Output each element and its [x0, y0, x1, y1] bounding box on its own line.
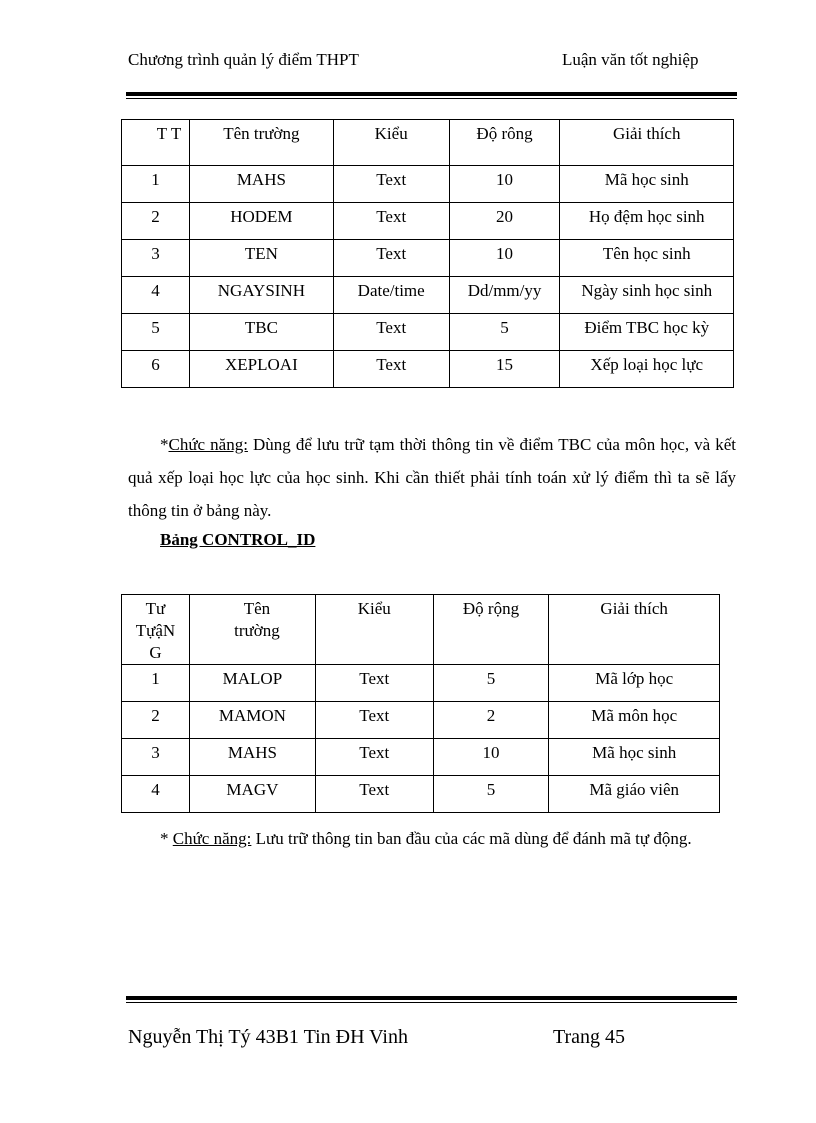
cell-field: HODEM — [189, 203, 333, 240]
cell-width: 10 — [449, 240, 560, 277]
header-cell-field: Tên trường — [189, 595, 315, 665]
cell-type: Text — [333, 203, 449, 240]
students-fields-table — [121, 119, 734, 388]
para1-label: Chức năng: — [168, 435, 248, 454]
cell-type: Text — [333, 166, 449, 203]
cell-width: Dd/mm/yy — [449, 277, 560, 314]
header-subtitle: Luận văn tốt nghiệp — [562, 50, 699, 69]
cell-desc: Điểm TBC học kỳ — [560, 314, 734, 351]
cell-field: XEPLOAI — [189, 351, 333, 388]
header-title: Chương trình quản lý điểm THPT — [128, 50, 359, 69]
cell-type: Text — [315, 739, 433, 776]
cell-type: Date/time — [333, 277, 449, 314]
table-row — [122, 702, 720, 739]
section-title: Bảng CONTROL_ID — [160, 530, 316, 549]
cell-type: Text — [315, 665, 433, 702]
cell-index: 5 — [122, 314, 190, 351]
cell-type: Text — [315, 776, 433, 813]
cell-field: MALOP — [189, 665, 315, 702]
header-cell-type: Kiểu — [333, 120, 449, 166]
cell-width: 5 — [449, 314, 560, 351]
header-cell-desc: Giải thích — [560, 120, 734, 166]
cell-desc: Tên học sinh — [560, 240, 734, 277]
cell-width: 10 — [433, 739, 549, 776]
cell-field: MAMON — [189, 702, 315, 739]
function-paragraph-2 — [128, 822, 736, 855]
cell-width: 20 — [449, 203, 560, 240]
cell-field: MAHS — [189, 739, 315, 776]
footer-rule — [126, 996, 737, 1003]
cell-width: 5 — [433, 776, 549, 813]
table-row — [122, 739, 720, 776]
cell-type: Text — [333, 314, 449, 351]
table-row — [122, 665, 720, 702]
para2-prefix: * — [160, 829, 173, 848]
header-cell-desc: Giải thích — [549, 595, 720, 665]
cell-desc: Mã lớp học — [549, 665, 720, 702]
table-row — [122, 351, 734, 388]
table-row — [122, 314, 734, 351]
cell-desc: Xếp loại học lực — [560, 351, 734, 388]
cell-field: TEN — [189, 240, 333, 277]
para2-text: Lưu trữ thông tin ban đầu của các mã dùng để đánh mã tự động. — [251, 829, 692, 848]
cell-type: Text — [333, 240, 449, 277]
header-cell-type: Kiểu — [315, 595, 433, 665]
table-row — [122, 166, 734, 203]
header-rule — [126, 92, 737, 99]
cell-index: 4 — [122, 776, 190, 813]
cell-index: 3 — [122, 739, 190, 776]
cell-desc: Ngày sinh học sinh — [560, 277, 734, 314]
para2-label: Chức năng: — [172, 829, 252, 848]
footer-page-number: Trang 45 — [553, 1026, 626, 1048]
cell-field: NGAYSINH — [189, 277, 333, 314]
footer-author: Nguyễn Thị Tý 43B1 Tin ĐH Vinh — [128, 1026, 408, 1048]
header-cell-field: Tên trường — [189, 120, 333, 166]
cell-width: 15 — [449, 351, 560, 388]
cell-desc: Họ đệm học sinh — [560, 203, 734, 240]
cell-desc: Mã giáo viên — [549, 776, 720, 813]
header-cell-tt: Tư TựậN G — [122, 595, 190, 665]
cell-desc: Mã học sinh — [549, 739, 720, 776]
header-cell-width: Độ rông — [449, 120, 560, 166]
table-row — [122, 240, 734, 277]
cell-type: Text — [333, 351, 449, 388]
cell-desc: Mã môn học — [549, 702, 720, 739]
cell-width: 2 — [433, 702, 549, 739]
header-cell-tt: T T — [122, 120, 190, 166]
table-row — [122, 203, 734, 240]
cell-desc: Mã học sinh — [560, 166, 734, 203]
cell-field: MAGV — [189, 776, 315, 813]
table-header-row — [122, 595, 720, 665]
para1-prefix: * — [160, 435, 169, 454]
cell-index: 2 — [122, 702, 190, 739]
cell-field: TBC — [189, 314, 333, 351]
cell-index: 2 — [122, 203, 190, 240]
cell-index: 3 — [122, 240, 190, 277]
header-cell-width: Độ rộng — [433, 595, 549, 665]
cell-index: 6 — [122, 351, 190, 388]
function-paragraph-1 — [128, 428, 736, 527]
cell-width: 5 — [433, 665, 549, 702]
cell-index: 1 — [122, 166, 190, 203]
cell-type: Text — [315, 702, 433, 739]
cell-index: 1 — [122, 665, 190, 702]
control-id-table — [121, 594, 720, 813]
table-header-row — [122, 120, 734, 166]
table-row — [122, 277, 734, 314]
cell-width: 10 — [449, 166, 560, 203]
cell-field: MAHS — [189, 166, 333, 203]
table-row — [122, 776, 720, 813]
cell-index: 4 — [122, 277, 190, 314]
para1-text: Dùng để lưu trữ tạm thời thông tin về điểm TBC của môn học, và kết quả xếp loại học lực của học sinh. Khi cần thiết phải tính toán xử lý điểm thì ta sẽ lấy thông tin ở bảng này. — [128, 435, 737, 520]
